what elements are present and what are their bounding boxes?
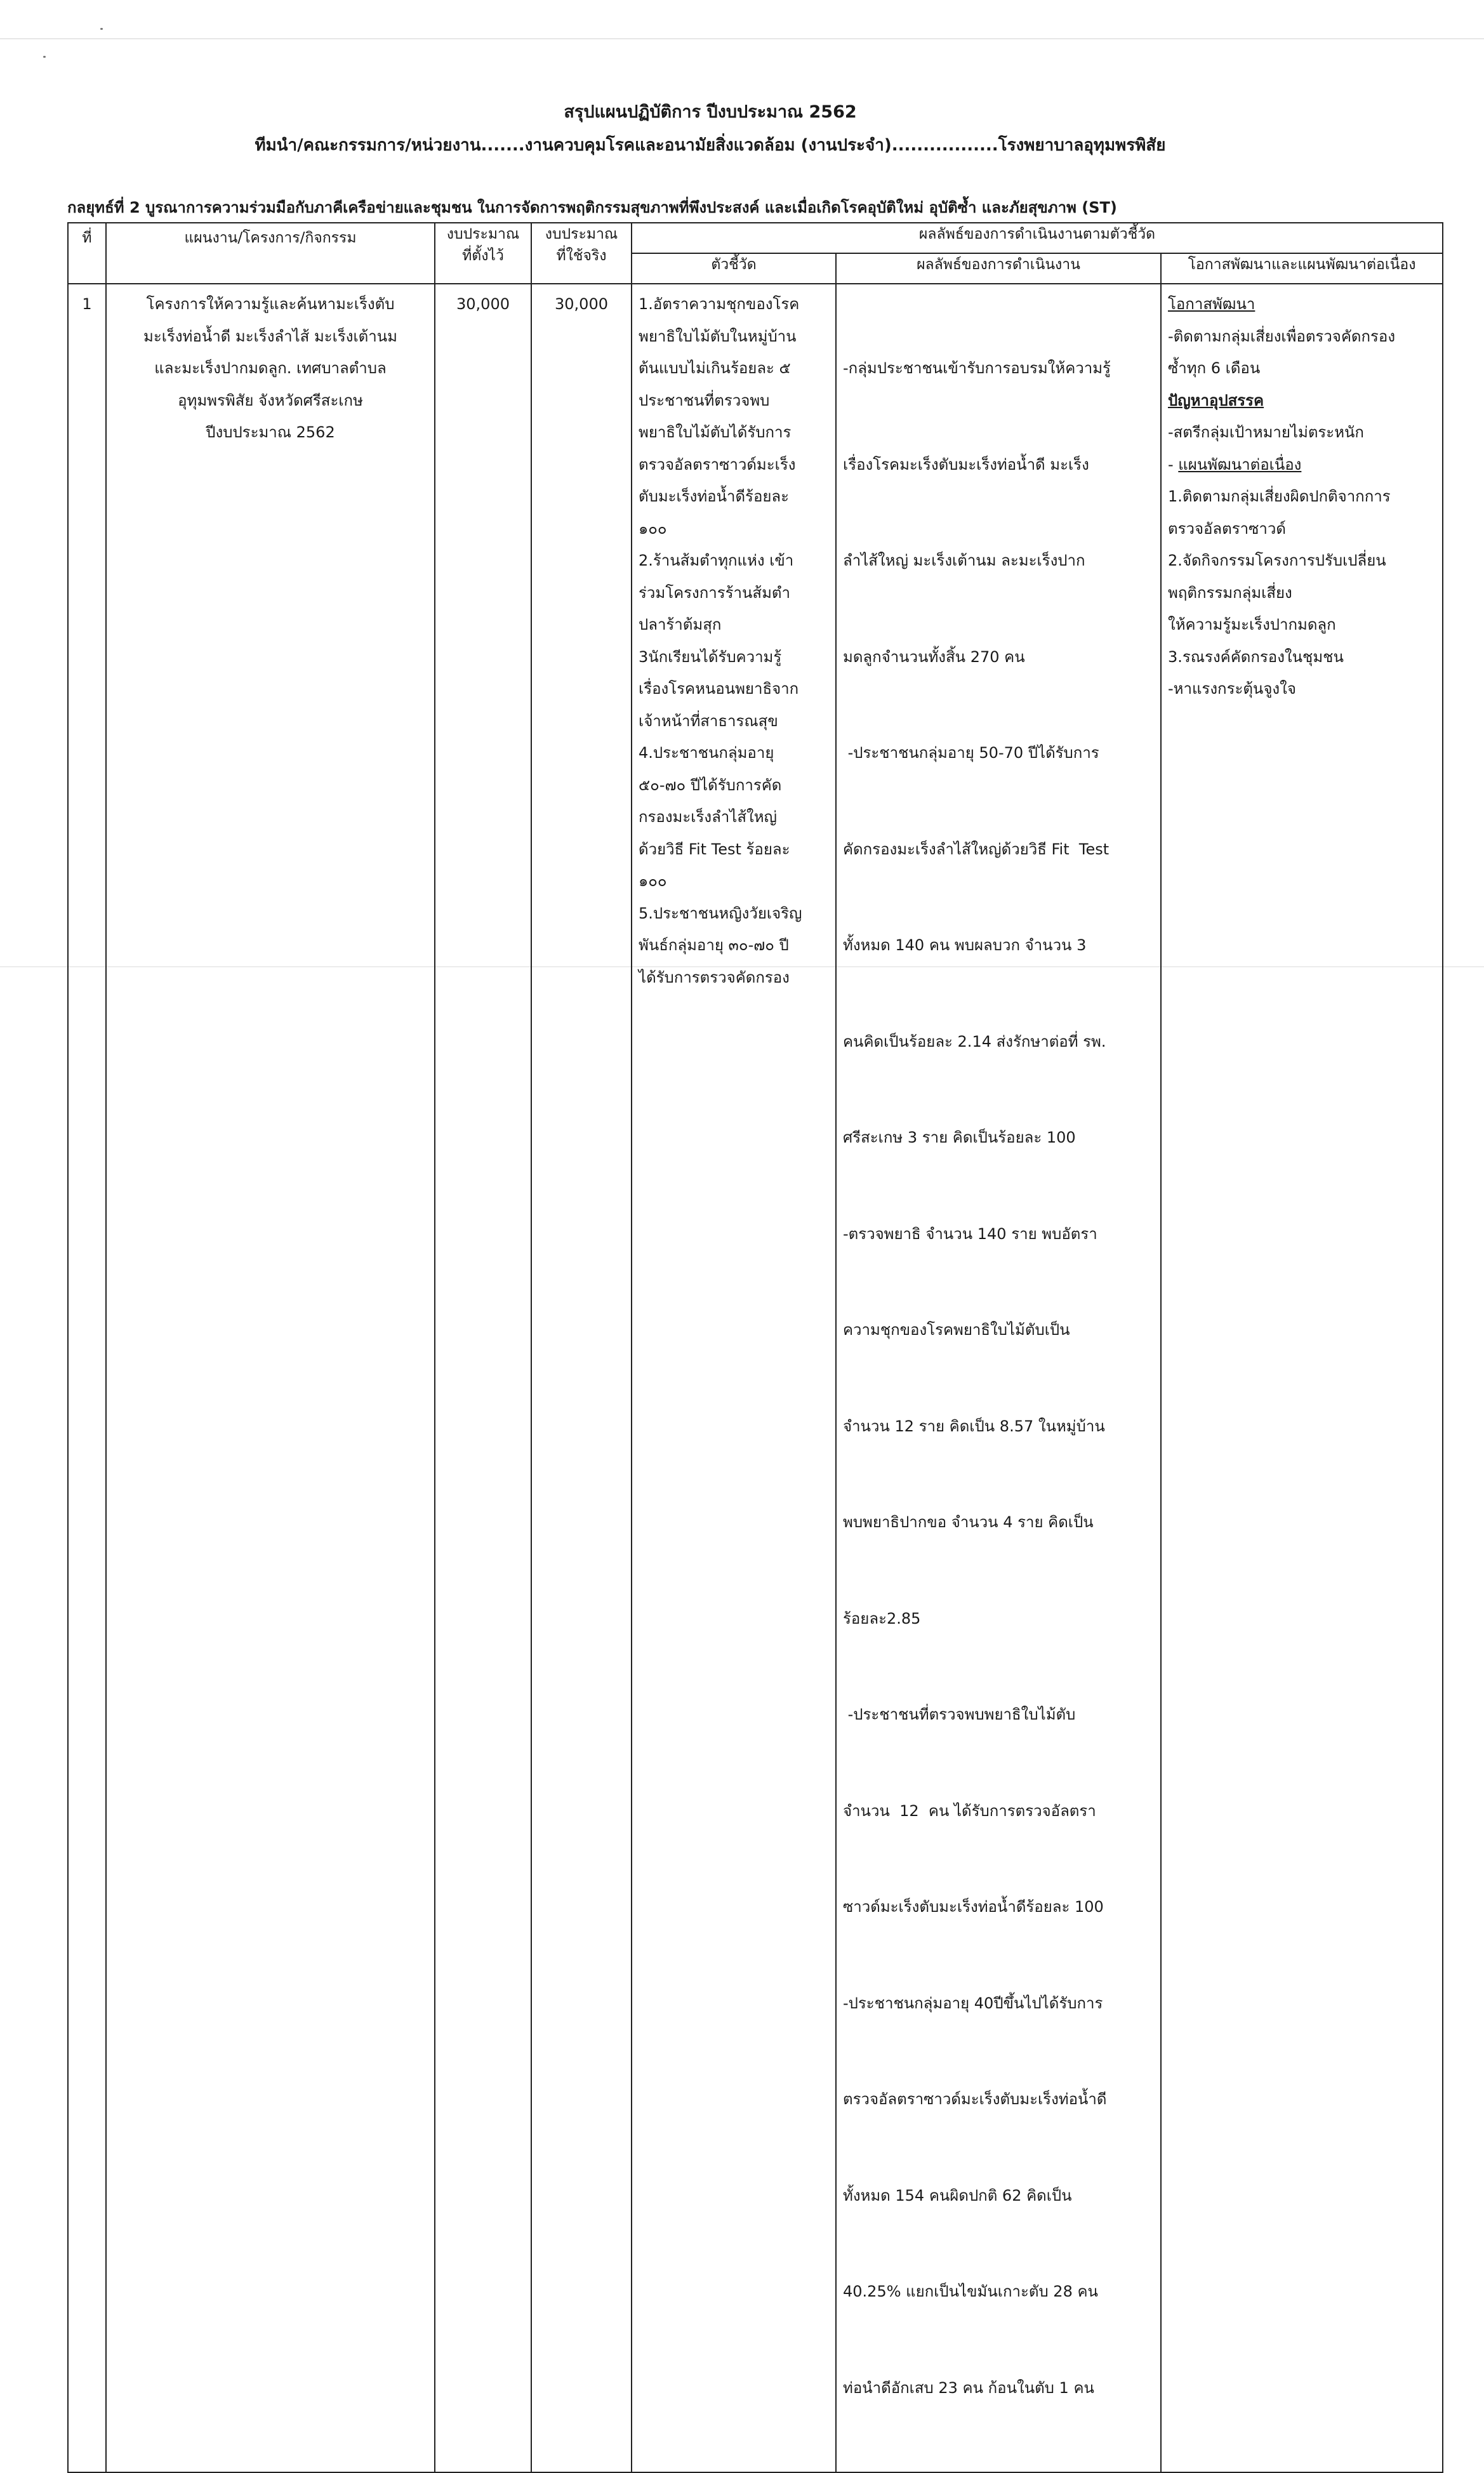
- outcome-line: พบพยาธิปากขอ จำนวน 4 ราย คิดเป็น: [843, 1513, 1094, 1531]
- plan-line: โครงการให้ความรู้และค้นหามะเร็งตับ: [146, 295, 395, 313]
- indicator-line: 3นักเรียนได้รับความรู้: [639, 647, 782, 666]
- development-plan-line: 3.รณรงค์คัดกรองในชุมชน: [1168, 647, 1344, 666]
- outcome-line: ตรวจอัลตราซาวด์มะเร็งตับมะเร็งท่อน้ำดี: [843, 2090, 1107, 2108]
- header-budget-used-line2: ที่ใช้จริง: [556, 248, 607, 264]
- indicator-line: พยาธิใบไม้ตับในหมู่บ้าน: [639, 327, 797, 345]
- scan-speck: [43, 56, 46, 58]
- plan-text: [107, 284, 434, 453]
- header-opportunity: โอกาสพัฒนาและแผนพัฒนาต่อเนื่อง: [1161, 253, 1443, 284]
- strategy-heading: กลยุทธ์ที่ 2 บูรณาการความร่วมมือกับภาคีเครือข่ายและชุมชน ในการจัดการพฤติกรรมสุขภาพที่พึงประสงค์ และเมื่อเกิดโรคอุบัติใหม่ อุบัติซ้ำ และภัยสุขภาพ (ST): [67, 199, 1117, 216]
- indicator-line: ได้รับการตรวจคัดกรอง: [639, 968, 790, 986]
- development-plan-line: พฤติกรรมกลุ่มเสี่ยง: [1168, 583, 1292, 602]
- cell-no: [68, 284, 106, 2472]
- opportunity-heading: โอกาสพัฒนา: [1168, 295, 1255, 313]
- budget-set-value: 30,000: [456, 295, 510, 313]
- indicator-text: [632, 284, 835, 997]
- outcome-line: ความชุกของโรคพยาธิใบไม้ตับเป็น: [843, 1321, 1070, 1339]
- outcome-line: จำนวน 12 คน ได้รับการตรวจอัลตรา: [843, 1801, 1096, 1820]
- opportunity-line: -ติดตามกลุ่มเสี่ยงเพื่อตรวจคัดกรอง: [1168, 327, 1396, 345]
- document-subtitle: ทีมนำ/คณะกรรมการ/หน่วยงาน.......งานควบคุมโรคและอนามัยสิ่งแวดล้อม (งานประจำ).................โรงพยาบาลอุทุมพรพิสัย: [255, 136, 1166, 155]
- header-budget-set-line1: งบประมาณ: [446, 226, 520, 242]
- header-budget-used-line1: งบประมาณ: [545, 226, 618, 242]
- scan-speck: [100, 28, 103, 30]
- outcome-line: ซาวด์มะเร็งตับมะเร็งท่อน้ำดีร้อยละ 100: [843, 1898, 1104, 1916]
- outcome-line: -ตรวจพยาธิ จำนวน 140 ราย พบอัตรา: [843, 1224, 1097, 1243]
- outcome-line: มดลูกจำนวนทั้งสิ้น 270 คน: [843, 647, 1025, 666]
- indicator-line: พยาธิใบไม้ตับได้รับการ: [639, 423, 792, 441]
- indicator-line: ๑๐๐: [639, 519, 667, 538]
- opportunity-text: [1162, 284, 1442, 709]
- action-plan-table: [67, 222, 1443, 2473]
- outcome-line: ทั้งหมด 140 คน พบผลบวก จำนวน 3: [843, 936, 1087, 954]
- header-indicator: ตัวชี้วัด: [632, 253, 836, 284]
- outcome-line: ร้อยละ2.85: [843, 1609, 921, 1628]
- header-budget-used: [531, 223, 632, 284]
- header-budget-set-line2: ที่ตั้งไว้: [462, 248, 504, 264]
- outcome-line: -ประชาชนที่ตรวจพบพยาธิใบไม้ตับ: [843, 1706, 1076, 1723]
- indicator-line: ปลาร้าต้มสุก: [639, 616, 722, 633]
- plan-heading-row: [1168, 449, 1436, 481]
- header-results-group: ผลลัพธ์ของการดำเนินงานตามตัวชี้วัด: [632, 223, 1443, 253]
- indicator-line: ๑๐๐: [639, 872, 667, 890]
- plan-heading: แผนพัฒนาต่อเนื่อง: [1178, 455, 1302, 474]
- cell-budget-set: [435, 284, 531, 2472]
- indicator-line: ประชาชนที่ตรวจพบ: [639, 391, 770, 409]
- cell-opportunity: [1161, 284, 1443, 2472]
- budget-used-value: 30,000: [555, 295, 608, 313]
- outcome-line: 40.25% แยกเป็นไขมันเกาะตับ 28 คน: [843, 2283, 1098, 2300]
- outcome-line: -กลุ่มประชาชนเข้ารับการอบรมให้ความรู้: [843, 359, 1111, 377]
- outcome-line: ท่อนำดีอักเสบ 23 คน ก้อนในตับ 1 คน: [843, 2378, 1094, 2397]
- development-plan-line: 2.จัดกิจกรรมโครงการปรับเปลี่ยน: [1168, 552, 1386, 569]
- plan-line: ปีงบประมาณ 2562: [206, 423, 335, 441]
- indicator-line: 4.ประชาชนกลุ่มอายุ: [639, 744, 774, 762]
- indicator-line: 1.อัตราความชุกของโรค: [639, 295, 800, 313]
- plan-heading-prefix: -: [1168, 455, 1179, 474]
- indicator-line: ร่วมโครงการร้านส้มตำ: [639, 583, 790, 602]
- indicator-line: กรองมะเร็งลำไส้ใหญ่: [639, 808, 777, 826]
- outcome-line: จำนวน 12 ราย คิดเป็น 8.57 ในหมู่บ้าน: [843, 1417, 1105, 1435]
- development-plan-line: ให้ความรู้มะเร็งปากมดลูก: [1168, 616, 1336, 633]
- outcome-line: -ประชาชนกลุ่มอายุ 40ปีขึ้นไปได้รับการ: [843, 1994, 1103, 2012]
- development-plan-line: ตรวจอัลตราซาวด์: [1168, 519, 1286, 538]
- indicator-line: ต้นแบบไม่เกินร้อยละ ๕: [639, 359, 791, 377]
- header-outcome: ผลลัพธ์ของการดำเนินงาน: [836, 253, 1161, 284]
- outcome-line: ลำไส้ใหญ่ มะเร็งเต้านม ละมะเร็งปาก: [843, 552, 1085, 569]
- outcome-line: ศรีสะเกษ 3 ราย คิดเป็นร้อยละ 100: [843, 1129, 1076, 1146]
- opportunity-line: ซ้ำทุก 6 เดือน: [1168, 359, 1261, 377]
- development-plan-line: -หาแรงกระตุ้นจูงใจ: [1168, 680, 1296, 698]
- plan-line: อุทุมพรพิสัย จังหวัดศรีสะเกษ: [178, 391, 363, 409]
- indicator-line: ๕๐-๗๐ ปีได้รับการคัด: [639, 776, 782, 794]
- development-plan-line: 1.ติดตามกลุ่มเสี่ยงผิดปกติจากการ: [1168, 487, 1391, 505]
- outcome-line: ทั้งหมด 154 คนผิดปกติ 62 คิดเป็น: [843, 2186, 1072, 2204]
- document-title: สรุปแผนปฏิบัติการ ปีงบประมาณ 2562: [564, 102, 857, 122]
- header-plan: แผนงาน/โครงการ/กิจกรรม: [106, 223, 435, 284]
- cell-outcome: [836, 284, 1161, 2472]
- outcome-text: [837, 284, 1160, 2472]
- indicator-line: พันธ์กลุ่มอายุ ๓๐-๗๐ ปี: [639, 936, 789, 954]
- indicator-line: เรื่องโรคหนอนพยาธิจาก: [639, 680, 799, 698]
- plan-line: และมะเร็งปากมดลูก. เทศบาลตำบล: [154, 359, 387, 377]
- header-budget-set: [435, 223, 531, 284]
- indicator-line: ตับมะเร็งท่อน้ำดีร้อยละ: [639, 487, 790, 505]
- indicator-line: 5.ประชาชนหญิงวัยเจริญ: [639, 904, 802, 922]
- scan-edge-top: [0, 38, 1484, 39]
- row-number: 1: [82, 295, 92, 313]
- plan-line: มะเร็งท่อน้ำดี มะเร็งลำไส้ มะเร็งเต้านม: [143, 327, 397, 345]
- indicator-line: ด้วยวิธี Fit Test ร้อยละ: [639, 840, 790, 858]
- indicator-line: เจ้าหน้าที่สาธารณสุข: [639, 712, 778, 730]
- indicator-line: ตรวจอัลตราซาวด์มะเร็ง: [639, 455, 796, 474]
- table-row: [68, 284, 1443, 2472]
- cell-budget-used: [531, 284, 632, 2472]
- indicator-line: 2.ร้านส้มตำทุกแห่ง เข้า: [639, 552, 794, 569]
- header-no: ที่: [68, 223, 106, 284]
- cell-indicator: [632, 284, 836, 2472]
- cell-plan: [106, 284, 435, 2472]
- outcome-line: -ประชาชนกลุ่มอายุ 50-70 ปีได้รับการ: [843, 744, 1099, 762]
- problem-heading: ปัญหาอุปสรรค: [1168, 391, 1264, 409]
- outcome-line: คัดกรองมะเร็งลำไส้ใหญ่ด้วยวิธี Fit Test: [843, 840, 1110, 858]
- outcome-line: เรื่องโรคมะเร็งตับมะเร็งท่อน้ำดี มะเร็ง: [843, 455, 1089, 474]
- outcome-line: คนคิดเป็นร้อยละ 2.14 ส่งรักษาต่อที่ รพ.: [843, 1032, 1106, 1051]
- problem-line: -สตรีกลุ่มเป้าหมายไม่ตระหนัก: [1168, 423, 1364, 441]
